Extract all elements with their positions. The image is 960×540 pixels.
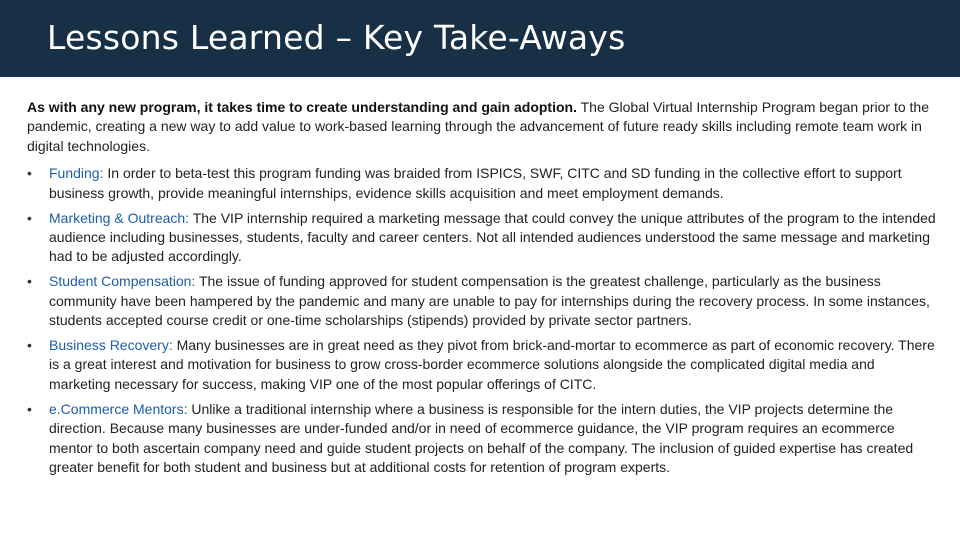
intro-paragraph [27, 98, 939, 156]
takeaway-ecommerce-mentors [27, 400, 939, 478]
slide-title: Lessons Learned – Key Take-Aways [47, 18, 626, 57]
takeaway-term: Student Compensation: [49, 273, 196, 290]
takeaway-term: e.Commerce Mentors: [49, 400, 188, 417]
intro-body: The Global Virtual Internship Program began prior to the pandemic, creating a new way to add value to work-based learning through the advancement of future ready skills including remote team work in digital technologies. [27, 99, 930, 154]
takeaway-term: Funding: [49, 165, 104, 182]
takeaway-marketing-outreach [27, 209, 939, 267]
takeaway-text: The VIP internship required a marketing message that could convey the unique attributes of the program to the intended audience including businesses, students, faculty and career centers. Not all intended audiences understood the same message and marketing had to be adjusted accordingly. [49, 209, 936, 265]
takeaway-funding [27, 164, 939, 203]
takeaway-list [27, 164, 939, 477]
takeaway-student-compensation [27, 272, 939, 330]
title-bar [0, 0, 960, 77]
takeaway-text: Unlike a traditional internship where a business is responsible for the intern duties, the VIP projects determine the direction. Because many businesses are under-funded and/or in need of ecommerce guidance, the VIP program requires an ecommerce mentor to both ascertain company need and guide student projects on behalf of the company. The inclusion of guided expertise has created greater benefit for both student and business but at additional costs for retention of program experts. [49, 400, 914, 475]
takeaway-term: Marketing & Outreach: [49, 209, 190, 226]
intro-lead: As with any new program, it takes time to create understanding and gain adoption. [27, 99, 577, 115]
takeaway-term: Business Recovery: [49, 336, 173, 353]
bullet-icon: • [27, 165, 32, 182]
slide-content [27, 98, 939, 483]
bullet-icon: • [27, 209, 32, 226]
takeaway-text: The issue of funding approved for student compensation is the greatest challenge, particularly as the business community have been hampered by the pandemic and many are unable to pay for internships during the recovery process. In some instances, students accepted course credit or one-time scholarships (stipends) provided by private sector partners. [49, 273, 930, 329]
takeaway-text: Many businesses are in great need as they pivot from brick-and-mortar to ecommerce as part of economic recovery. There is a great interest and motivation for business to grow cross-border ecommerce solutions alongside the complicated digital media and marketing necessary for success, making VIP one of the most popular offerings of CITC. [49, 336, 935, 392]
takeaway-text: In order to beta-test this program funding was braided from ISPICS, SWF, CITC and SD funding in the collective effort to support business growth, provide meaningful internships, evidence skills acquisition and meet employment demands. [49, 165, 902, 201]
bullet-icon: • [27, 400, 32, 417]
bullet-icon: • [27, 273, 32, 290]
bullet-icon: • [27, 336, 32, 353]
takeaway-business-recovery [27, 336, 939, 394]
